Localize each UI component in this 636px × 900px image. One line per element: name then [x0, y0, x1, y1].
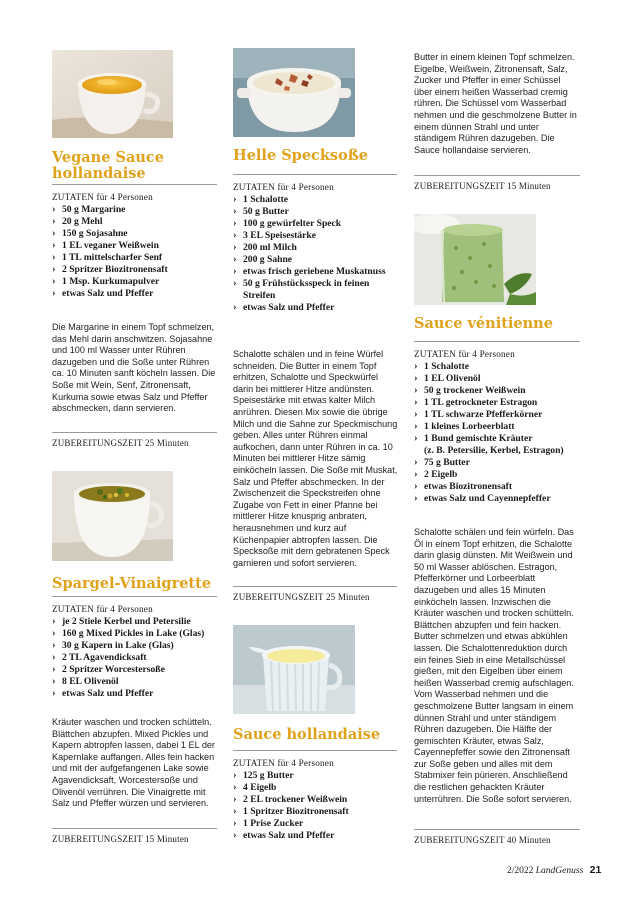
- ingredient-item: › 75 g Butter: [414, 457, 586, 469]
- ingredient-item: › etwas Salz und Pfeffer: [52, 688, 224, 700]
- divider: [414, 175, 580, 176]
- ingredient-item: › 30 g Kapern in Lake (Glas): [52, 640, 224, 652]
- divider: [414, 341, 580, 342]
- recipe-title-speck: Helle Specksoße: [233, 147, 369, 164]
- ingredient-item: › 8 EL Olivenöl: [52, 676, 224, 688]
- ingredient-item: › 50 g trockener Weißwein: [414, 385, 586, 397]
- ingredient-item: › 1 Schalotte: [414, 361, 586, 373]
- ingredient-item: › 2 TL Agavendicksaft: [52, 652, 224, 664]
- ingredients-vegan: [52, 191, 222, 300]
- instructions-spargel: Kräuter waschen und trocken schütteln. Blättchen abzupfen. Mixed Pickles und Kapern abtropfen lassen, dabei 1 EL der Kapernlake auffangen. Alles fein hacken und mit der aufgefangenen Lake sowie Agavendicksaft, Worcestersoße und Olivenöl verrühren. Die Vinaigrette mit Salz und Pfeffer würzen und servieren.: [52, 717, 215, 809]
- divider: [233, 750, 397, 751]
- prep-time-speck: ZUBEREITUNGSZEIT 25 Minuten: [233, 592, 370, 602]
- ingredient-item: › 2 Spritzer Biozitronensaft: [52, 264, 222, 276]
- ingredients-header: ZUTATEN für 4 Personen: [233, 182, 334, 192]
- ingredient-item: › 1 EL veganer Weißwein: [52, 240, 222, 252]
- ingredient-item: › 2 Spritzer Worcestersoße: [52, 664, 224, 676]
- ingredient-item: › 160 g Mixed Pickles in Lake (Glas): [52, 628, 224, 640]
- ingredient-item: › 50 g Frühstücksspeck in feinen Streifen: [233, 278, 403, 302]
- instructions-venitienne: Schalotte schälen und fein würfeln. Das Öl in einem Topf erhitzen, die Schalotte darin glasig dünsten. Mit Weißwein und 50 ml Wasser ablöschen. Estragon, Pfefferkörner und Lorbeerblatt dazugeben und alles 15 Minuten einköcheln lassen. Inzwischen die Kräuter waschen und trocken schütteln. Blättchen abzupfen und fein hacken. Butter schmelzen und etwas abkühlen lassen. Die Schalottenreduktion durch ein feines Sieb in eine Metallschüssel gießen, mit den Eigelben über einem heißen Wasserbad cremig aufschlagen. Vom Wasserbad nehmen und die geschmolzene Butter langsam in einem dünnen Strahl und unter ständigem Rühren dazugeben. Die Hälfte der gemischten Kräuter, etwas Salz, Cayennepfeffer sowie den Zitronensaft zur Soße geben und alles mit dem Stabmixer fein pürieren. Anschließend die restlichen gehackten Kräuter unterrühren. Die Soße sofort servieren.: [414, 527, 574, 804]
- ingredient-item: › 20 g Mehl: [52, 216, 222, 228]
- ingredient-item: › 1 Schalotte: [233, 194, 403, 206]
- issue-number: 2/2022: [507, 866, 534, 876]
- prep-time-spargel: ZUBEREITUNGSZEIT 15 Minuten: [52, 834, 189, 844]
- ingredient-item: › etwas Salz und Pfeffer: [52, 288, 222, 300]
- recipe-title-hollandaise: Sauce hollandaise: [233, 726, 381, 743]
- divider: [52, 596, 217, 597]
- page-number: 21: [589, 864, 602, 876]
- sauce-hollandaise-photo: [233, 625, 355, 714]
- ingredients-header: ZUTATEN für 4 Personen: [52, 192, 153, 202]
- ingredient-item: › etwas Salz und Cayennepfeffer: [414, 493, 586, 505]
- page-footer: [507, 864, 601, 876]
- sauce-venitienne-photo: [414, 214, 536, 305]
- divider: [233, 586, 397, 587]
- ingredient-item: › etwas Biozitronensaft: [414, 481, 586, 493]
- ingredient-item: › 4 Eigelb: [233, 782, 403, 794]
- ingredient-item: › 2 EL trockener Weißwein: [233, 794, 403, 806]
- ingredient-item: › 125 g Butter: [233, 770, 403, 782]
- ingredients-venitienne: [414, 348, 586, 505]
- ingredient-item: › 2 Eigelb: [414, 469, 586, 481]
- instructions-speck: Schalotte schälen und in feine Würfel schneiden. Die Butter in einem Topf erhitzen, Schalotte und Speckwürfel darin bei mittlerer Hitze andünsten. Speisestärke mit etwas kalter Milch anrühren. Diesen Mix sowie die übrige Milch und die Sahne zur Speckmischung geben. Alles unter Rühren einmal aufkochen, dann unter Rühren in ca. 10 Minuten bei mittlerer Hitze sämig einköcheln lassen. Die Soße mit Muskat, Salz und Pfeffer abschmecken. In der Zwischenzeit die Speckstreifen ohne Zugabe von Fett in einer Pfanne bei mittlerer Hitze knusprig anbraten, herausnehmen und kurz auf Küchenpapier abtropfen lassen. Die Specksoße mit dem gebratenen Speck garnieren und sofort servieren.: [233, 349, 398, 568]
- recipe-title-venitienne: Sauce vénitienne: [414, 315, 553, 332]
- ingredients-header: ZUTATEN für 4 Personen: [52, 604, 153, 614]
- divider: [52, 828, 217, 829]
- ingredient-item: › 50 g Margarine: [52, 204, 222, 216]
- ingredient-item: › 1 EL Olivenöl: [414, 373, 586, 385]
- divider: [414, 829, 580, 830]
- ingredient-item: › etwas Salz und Pfeffer: [233, 302, 403, 314]
- specksosse-photo: [233, 48, 355, 137]
- prep-time-hollandaise: ZUBEREITUNGSZEIT 15 Minuten: [414, 181, 551, 191]
- ingredient-item-note: (z. B. Petersilie, Kerbel, Estragon): [424, 445, 564, 456]
- ingredient-item: › 1 Prise Zucker: [233, 818, 403, 830]
- divider: [233, 174, 397, 175]
- vegan-hollandaise-photo: [52, 50, 173, 138]
- ingredient-item: › 1 Msp. Kurkumapulver: [52, 276, 222, 288]
- ingredients-header: ZUTATEN für 4 Personen: [233, 758, 334, 768]
- ingredients-spargel: [52, 603, 224, 700]
- ingredients-header: ZUTATEN für 4 Personen: [414, 349, 515, 359]
- recipe-title-vegan: Vegane Sauce hollandaise: [52, 149, 164, 182]
- ingredients-speck: [233, 181, 403, 314]
- instructions-hollandaise: Butter in einem kleinen Topf schmelzen. Eigelbe, Weißwein, Zitronensaft, Salz, Zucker und Pfeffer in einer Schüssel über einem heißen Wasserbad cremig rühren. Die Schüssel vom Wasserbad nehmen und die geschmolzene Butter in einem dünnen Strahl und unter ständigem Rühren dazugeben. Die Sauce hollandaise servieren.: [414, 52, 577, 155]
- ingredient-item: › 1 TL getrockneter Estragon: [414, 397, 586, 409]
- ingredients-hollandaise: [233, 757, 403, 842]
- ingredient-item: › etwas Salz und Pfeffer: [233, 830, 403, 842]
- divider: [52, 432, 217, 433]
- ingredient-item: › 1 TL schwarze Pfefferkörner: [414, 409, 586, 421]
- ingredient-item: › 100 g gewürfelter Speck: [233, 218, 403, 230]
- ingredient-item: › 1 Bund gemischte Kräuter: [414, 433, 586, 445]
- divider: [52, 184, 217, 185]
- prep-time-vegan: ZUBEREITUNGSZEIT 25 Minuten: [52, 438, 189, 448]
- ingredient-item: › 200 g Sahne: [233, 254, 403, 266]
- ingredient-item: › 1 kleines Lorbeerblatt: [414, 421, 586, 433]
- ingredient-item: › je 2 Stiele Kerbel und Petersilie: [52, 616, 224, 628]
- prep-time-venitienne: ZUBEREITUNGSZEIT 40 Minuten: [414, 835, 551, 845]
- ingredient-item: › 1 Spritzer Biozitronensaft: [233, 806, 403, 818]
- ingredient-item: › 50 g Butter: [233, 206, 403, 218]
- ingredient-item: › 3 EL Speisestärke: [233, 230, 403, 242]
- spargel-vinaigrette-photo: [52, 471, 173, 561]
- ingredient-item: › 200 ml Milch: [233, 242, 403, 254]
- recipe-title-spargel: Spargel-Vinaigrette: [52, 575, 212, 592]
- ingredient-item: › 1 TL mittelscharfer Senf: [52, 252, 222, 264]
- ingredient-item: › 150 g Sojasahne: [52, 228, 222, 240]
- ingredient-item: › etwas frisch geriebene Muskatnuss: [233, 266, 403, 278]
- magazine-name: LandGenuss: [535, 866, 584, 876]
- instructions-vegan: Die Margarine in einem Topf schmelzen, das Mehl darin anschwitzen. Sojasahne und 100 ml Wasser unter Rühren dazugeben und die Soße unter Rühren ca. 10 Minuten sanft köcheln lassen. Die Soße mit Wein, Senf, Zitronensaft, Kurkuma sowie etwas Salz und Pfeffer abschmecken, dann servieren.: [52, 322, 216, 414]
